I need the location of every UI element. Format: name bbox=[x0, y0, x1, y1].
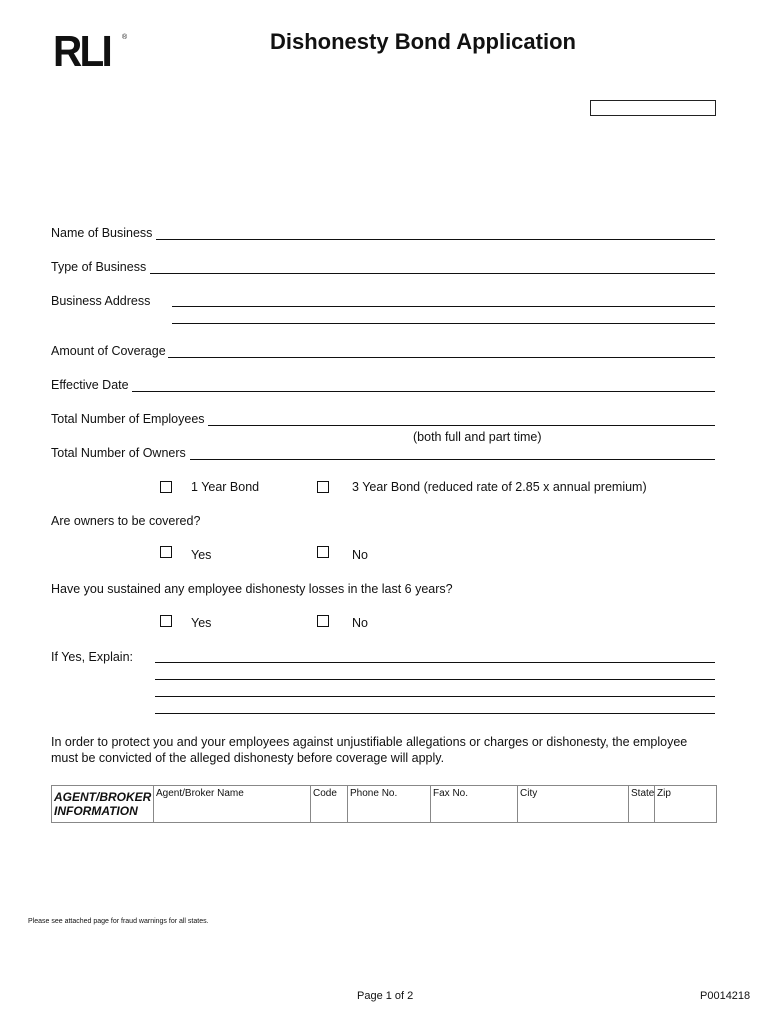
effective-date-label: Effective Date bbox=[51, 378, 129, 392]
state-cell[interactable]: State bbox=[629, 786, 655, 823]
owners-covered-question: Are owners to be covered? bbox=[51, 514, 201, 528]
reference-number-box[interactable] bbox=[590, 100, 716, 116]
losses-no-label: No bbox=[352, 616, 368, 630]
effective-date-field[interactable] bbox=[132, 391, 715, 392]
fraud-warning-note: Please see attached page for fraud warnings for all states. bbox=[28, 918, 209, 925]
phone-cell[interactable]: Phone No. bbox=[348, 786, 431, 823]
business-address-line-2[interactable] bbox=[172, 323, 715, 324]
type-of-business-field[interactable] bbox=[150, 273, 715, 274]
three-year-bond-checkbox[interactable] bbox=[317, 481, 329, 493]
one-year-bond-checkbox[interactable] bbox=[160, 481, 172, 493]
total-owners-field[interactable] bbox=[190, 459, 715, 460]
agent-broker-name-cell[interactable]: Agent/Broker Name bbox=[154, 786, 311, 823]
coverage-notice: In order to protect you and your employees against unjustifiable allegations or charges or dishonesty, the employee must be convicted of the alleged dishonesty before coverage will apply. bbox=[51, 735, 688, 765]
owners-covered-no-label: No bbox=[352, 548, 368, 562]
business-address-label: Business Address bbox=[51, 294, 151, 308]
amount-of-coverage-field[interactable] bbox=[168, 357, 715, 358]
registered-mark: ® bbox=[122, 34, 128, 41]
employees-note: (both full and part time) bbox=[413, 430, 542, 444]
explain-line-2[interactable] bbox=[155, 679, 715, 680]
city-cell[interactable]: City bbox=[518, 786, 629, 823]
amount-of-coverage-label: Amount of Coverage bbox=[51, 344, 166, 358]
explain-line-3[interactable] bbox=[155, 696, 715, 697]
business-address-line-1[interactable] bbox=[172, 306, 715, 307]
three-year-bond-label: 3 Year Bond (reduced rate of 2.85 x annual premium) bbox=[352, 480, 647, 494]
owners-covered-no-checkbox[interactable] bbox=[317, 546, 329, 558]
type-of-business-label: Type of Business bbox=[51, 260, 147, 274]
rli-logo: RLI bbox=[53, 27, 110, 76]
owners-covered-yes-checkbox[interactable] bbox=[160, 546, 172, 558]
form-code: P0014218 bbox=[700, 990, 751, 1002]
owners-covered-yes-label: Yes bbox=[191, 548, 212, 562]
zip-cell[interactable]: Zip bbox=[655, 786, 717, 823]
fax-cell[interactable]: Fax No. bbox=[431, 786, 518, 823]
losses-no-checkbox[interactable] bbox=[317, 615, 329, 627]
name-of-business-label: Name of Business bbox=[51, 226, 153, 240]
table-row bbox=[52, 786, 717, 823]
losses-yes-checkbox[interactable] bbox=[160, 615, 172, 627]
explain-line-4[interactable] bbox=[155, 713, 715, 714]
agent-broker-table bbox=[51, 785, 717, 823]
explain-label: If Yes, Explain: bbox=[51, 650, 134, 664]
losses-question: Have you sustained any employee dishonesty losses in the last 6 years? bbox=[51, 582, 453, 596]
losses-yes-label: Yes bbox=[191, 616, 212, 630]
code-cell[interactable]: Code bbox=[311, 786, 348, 823]
explain-line-1[interactable] bbox=[155, 662, 715, 663]
agent-broker-heading: AGENT/BROKER INFORMATION bbox=[52, 786, 154, 823]
one-year-bond-label: 1 Year Bond bbox=[191, 480, 260, 494]
name-of-business-field[interactable] bbox=[156, 239, 715, 240]
total-owners-label: Total Number of Owners bbox=[51, 446, 186, 460]
total-employees-field[interactable] bbox=[208, 425, 715, 426]
total-employees-label: Total Number of Employees bbox=[51, 412, 205, 426]
page-title: Dishonesty Bond Application bbox=[270, 29, 576, 54]
page-number: Page 1 of 2 bbox=[357, 990, 414, 1002]
